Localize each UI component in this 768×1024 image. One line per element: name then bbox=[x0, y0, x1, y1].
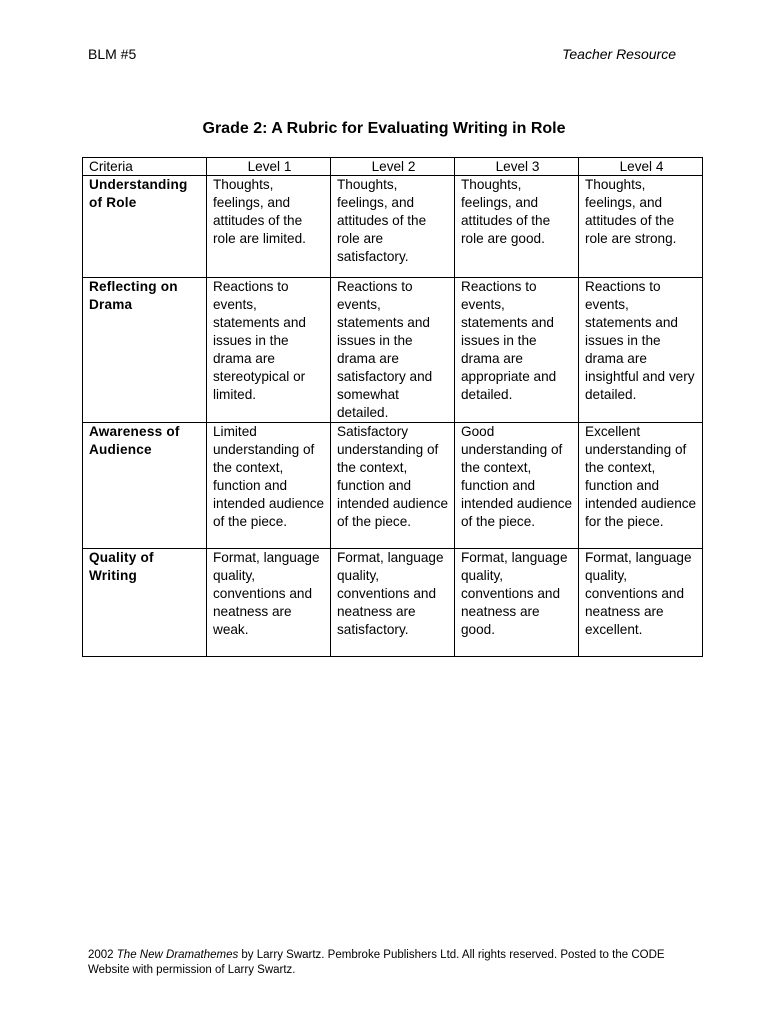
table-row bbox=[83, 278, 703, 423]
criterion-reflecting-on-drama: Reflecting on Drama bbox=[83, 278, 207, 423]
table-row bbox=[83, 176, 703, 278]
page-title: Grade 2: A Rubric for Evaluating Writing in Role bbox=[202, 120, 566, 137]
table-row bbox=[83, 549, 703, 657]
table-cell: Thoughts, feelings, and attitudes of the role are strong. bbox=[579, 176, 703, 278]
column-header-level-4: Level 4 bbox=[579, 158, 703, 176]
column-header-level-3: Level 3 bbox=[455, 158, 579, 176]
teacher-resource-label: Teacher Resource bbox=[562, 46, 676, 62]
table-cell: Format, language quality, conventions and neatness are good. bbox=[455, 549, 579, 657]
table-cell: Reactions to events, statements and issues in the drama are insightful and very detailed. bbox=[579, 278, 703, 423]
table-row bbox=[83, 423, 703, 549]
footer-year: 2002 bbox=[88, 949, 117, 961]
table-cell: Good understanding of the context, function and intended audience of the piece. bbox=[455, 423, 579, 549]
column-header-level-1: Level 1 bbox=[207, 158, 331, 176]
table-header-row bbox=[83, 158, 703, 176]
table-cell: Format, language quality, conventions and neatness are excellent. bbox=[579, 549, 703, 657]
table-cell: Reactions to events, statements and issues in the drama are appropriate and detailed. bbox=[455, 278, 579, 423]
table-cell: Reactions to events, statements and issues in the drama are stereotypical or limited. bbox=[207, 278, 331, 423]
column-header-criteria: Criteria bbox=[83, 158, 207, 176]
rubric-table bbox=[82, 157, 703, 657]
blm-number: BLM #5 bbox=[88, 46, 137, 62]
table-cell: Format, language quality, conventions and neatness are weak. bbox=[207, 549, 331, 657]
table-cell: Excellent understanding of the context, function and intended audience for the piece. bbox=[579, 423, 703, 549]
criterion-awareness-of-audience: Awareness of Audience bbox=[83, 423, 207, 549]
footer-book-title: The New Dramathemes bbox=[116, 949, 239, 961]
copyright-footer bbox=[88, 948, 698, 978]
table-cell: Limited understanding of the context, function and intended audience of the piece. bbox=[207, 423, 331, 549]
table-cell: Format, language quality, conventions and neatness are satisfactory. bbox=[331, 549, 455, 657]
criterion-quality-of-writing: Quality of Writing bbox=[83, 549, 207, 657]
table-cell: Thoughts, feelings, and attitudes of the role are good. bbox=[455, 176, 579, 278]
criterion-understanding-of-role: Understanding of Role bbox=[83, 176, 207, 278]
footer-credits: by Larry Swartz. Pembroke Publishers Ltd. All rights reserved. Posted to the CODE Website with permission of Larry Swartz. bbox=[88, 949, 665, 976]
table-cell: Reactions to events, statements and issues in the drama are satisfactory and somewhat detailed. bbox=[331, 278, 455, 423]
column-header-level-2: Level 2 bbox=[331, 158, 455, 176]
table-cell: Satisfactory understanding of the context, function and intended audience of the piece. bbox=[331, 423, 455, 549]
table-cell: Thoughts, feelings, and attitudes of the role are satisfactory. bbox=[331, 176, 455, 278]
table-cell: Thoughts, feelings, and attitudes of the role are limited. bbox=[207, 176, 331, 278]
